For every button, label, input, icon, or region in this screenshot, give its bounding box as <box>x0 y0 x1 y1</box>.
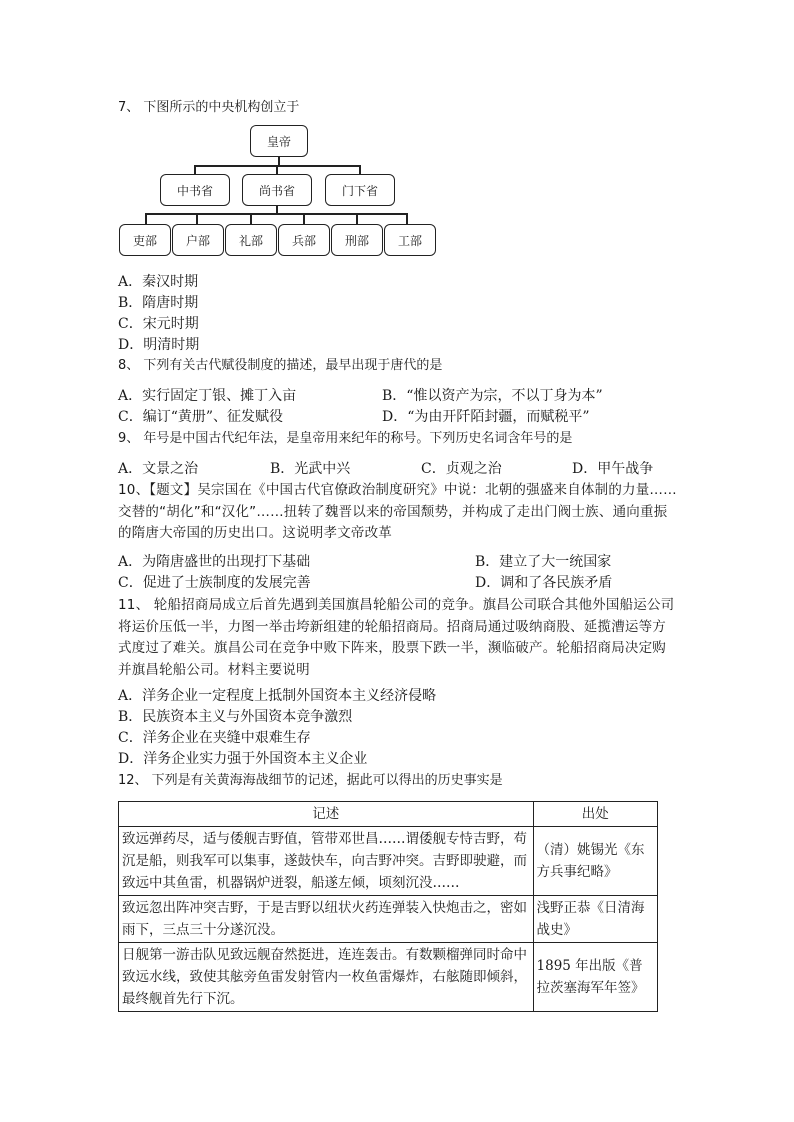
org-chart <box>0 0 794 270</box>
table-cell-account: 致远弹药尽，适与倭舰吉野值，管带邓世昌……谓倭舰专恃吉野，苟沉是船，则我军可以集事，遂鼓快车，向吉野冲突。吉野即驶避，而致远中其鱼雷，机器锅炉迸裂，船遂左倾，顷刻沉没…… <box>119 827 534 896</box>
chart-box-menxia: 门下省 <box>325 174 395 206</box>
table-cell-account: 日舰第一游击队见致远舰奋然挺进，连连轰击。有数颗榴弹同时命中致远水线，致使其舷旁鱼雷发射管内一枚鱼雷爆炸，右舷随即倾斜，最终舰首先行下沉。 <box>119 943 534 1012</box>
chart-connector <box>276 205 278 213</box>
chart-box-shangshu: 尚书省 <box>242 174 312 206</box>
q7-option-c: C．宋元时期 <box>118 316 199 332</box>
chart-box-zhongshu: 中书省 <box>160 174 230 206</box>
q8-option-c: C．编订“黄册”、征发赋役 <box>118 409 284 425</box>
table-cell-source: 浅野正恭《日清海战史》 <box>533 896 657 943</box>
table-header-row <box>119 802 658 827</box>
q8-option-a: A．实行固定丁银、摊丁入亩 <box>118 388 297 404</box>
table-cell-source: 1895 年出版《普拉茨塞海军年签》 <box>533 943 657 1012</box>
q10-option-d: D．调和了各民族矛盾 <box>475 575 613 591</box>
table-cell-account: 致远忽出阵冲突吉野，于是吉野以纽状火药连弹装入快炮击之，密如雨下，三点三十分遂沉没。 <box>119 896 534 943</box>
q10-option-c: C．促进了士族制度的发展完善 <box>118 575 311 591</box>
q7-option-d: D．明清时期 <box>118 337 200 353</box>
q7-option-b: B．隋唐时期 <box>118 295 199 311</box>
chart-connector <box>145 213 406 215</box>
q9-option-c: C．贞观之治 <box>421 461 502 477</box>
q11-option-a: A．洋务企业一定程度上抵制外国资本主义经济侵略 <box>118 688 437 704</box>
q9-option-d: D．甲午战争 <box>572 461 654 477</box>
table-cell-source: （清）姚锡光《东方兵事纪略》 <box>533 827 657 896</box>
chart-box-bingbu: 兵部 <box>278 224 330 256</box>
q11-option-b: B．民族资本主义与外国资本竞争激烈 <box>118 709 353 725</box>
table-header-source: 出处 <box>533 802 657 827</box>
q8-option-d: D．“为由开阡陌封疆，而赋税平” <box>382 409 590 425</box>
table-row <box>119 943 658 1012</box>
q7-stem: 7、 下图所示的中央机构创立于 <box>118 100 300 115</box>
chart-box-xingbu: 刑部 <box>331 224 383 256</box>
q11-option-d: D．洋务企业实力强于外国资本主义企业 <box>118 751 368 767</box>
q8-stem: 8、 下列有关古代赋役制度的描述，最早出现于唐代的是 <box>118 358 443 373</box>
q7-option-a: A．秦汉时期 <box>118 274 199 290</box>
q10-option-b: B．建立了大一统国家 <box>475 554 612 570</box>
chart-box-hubu: 户部 <box>172 224 224 256</box>
q10-stem: 10、【题文】吴宗国在《中国古代官僚政治制度研究》中说：北朝的强盛来自体制的力量……交替的“胡化”和“汉化”……扭转了魏晋以来的帝国颓势，并构成了走出门阀士族、通向重振的隋唐大帝国的历史出口。这说明孝文帝改革 <box>118 482 677 541</box>
q11-stem: 11、 轮船招商局成立后首先遇到美国旗昌轮船公司的竞争。旗昌公司联合其他外国船运公司将运价压低一半，力图一举击垮新组建的轮船招商局。招商局通过吸纳商股、延揽漕运等方式度过了难关。旗昌公司在竞争中败下阵来，股票下跌一半，濒临破产。轮船招商局决定购并旗昌轮船公司。材料主要说明 <box>118 597 675 678</box>
table-row <box>119 896 658 943</box>
q8-option-b: B．“惟以资产为宗，不以丁身为本” <box>382 388 603 404</box>
q9-option-a: A．文景之治 <box>118 461 199 477</box>
q9-option-b: B．光武中兴 <box>270 461 351 477</box>
q9-stem: 9、 年号是中国古代纪年法，是皇帝用来纪年的称号。下列历史名词含年号的是 <box>118 431 573 446</box>
q10-option-a: A．为隋唐盛世的出现打下基础 <box>118 554 311 570</box>
chart-box-libu-personnel: 吏部 <box>119 224 171 256</box>
q12-stem: 12、 下列是有关黄海海战细节的记述，据此可以得出的历史事实是 <box>118 773 503 788</box>
table-row <box>119 827 658 896</box>
chart-box-gongbu: 工部 <box>384 224 436 256</box>
chart-box-emperor: 皇帝 <box>250 125 308 157</box>
naval-battle-table <box>118 801 658 1012</box>
chart-box-libu-rites: 礼部 <box>225 224 277 256</box>
q11-option-c: C．洋务企业在夹缝中艰难生存 <box>118 730 311 746</box>
table-header-account: 记述 <box>119 802 534 827</box>
